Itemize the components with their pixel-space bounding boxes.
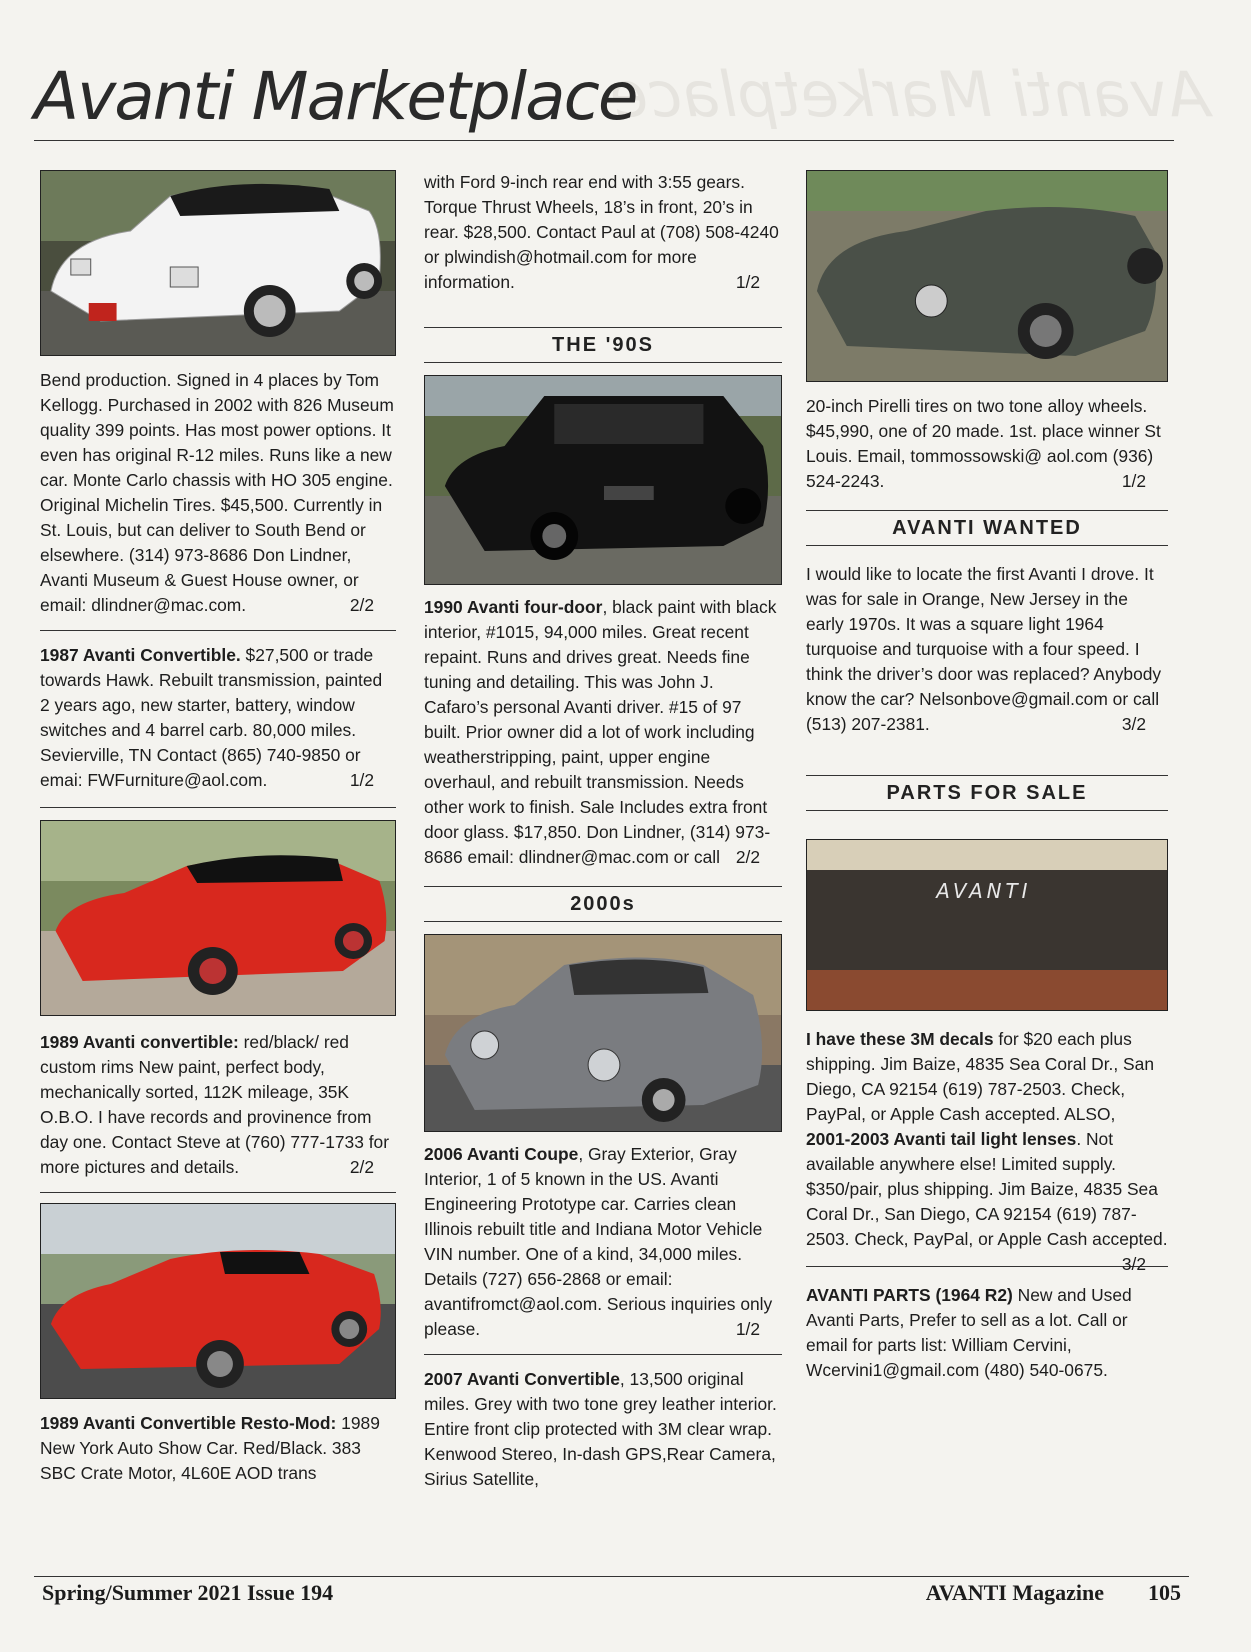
ad-divider — [806, 1266, 1168, 1267]
column-1 — [40, 170, 396, 1486]
ad-code: 2/2 — [735, 847, 760, 867]
ad-avanti-parts: AVANTI PARTS (1964 R2) New and Used Avanti Parts, Prefer to sell as a lot. Call or email for parts list: William Cervini, Wcervini1@gmail.com (480) 540-0675. — [806, 1285, 1132, 1380]
photo-black-four-door — [424, 375, 782, 585]
footer-issue: Spring/Summer 2021 Issue 194 — [42, 1580, 334, 1605]
photo-white-avanti-convertible — [40, 170, 396, 356]
title-divider — [34, 140, 1174, 141]
section-heading-parts: PARTS FOR SALE — [806, 775, 1168, 811]
ad-code: 2/2 — [349, 1157, 374, 1177]
column-3 — [806, 170, 1168, 1383]
bleed-through-title: Avanti Marketplace — [610, 58, 1210, 131]
ad-code: 1/2 — [735, 272, 760, 292]
footer-magazine: AVANTI Magazine — [925, 1580, 1104, 1605]
ad-heading: I have these 3M decals — [806, 1029, 994, 1049]
ad-2006-coupe: 2006 Avanti Coupe, Gray Exterior, Gray Interior, 1 of 5 known in the US. Avanti Engineering Prototype car. Carries clean Illinois rebuilt title and Indiana Motor Vehicle VIN number. One of a kind, 34,000 miles. Details (727) 656-2868 or email: avantifromct@aol.com. Serious inquiries only please. 1/2 — [424, 1142, 782, 1342]
ad-code: 3/2 — [1121, 714, 1146, 734]
photo-avanti-decal — [806, 839, 1168, 1011]
footer-page-number: 105 — [1148, 1580, 1181, 1605]
photo-red-resto-mod — [40, 1203, 396, 1399]
section-heading-2000s: 2000s — [424, 886, 782, 922]
photo-green-convertible — [806, 170, 1168, 382]
column-2 — [424, 170, 782, 1492]
ad-1989-resto-mod: 1989 Avanti Convertible Resto-Mod: 1989 New York Auto Show Car. Red/Black. 383 SBC Crate Motor, 4L60E AOD trans — [40, 1413, 380, 1483]
ad-code: 1/2 — [735, 1319, 760, 1339]
ad-heading: 1990 Avanti four-door — [424, 597, 603, 617]
ad-heading: 2006 Avanti Coupe — [424, 1144, 579, 1164]
section-heading-90s: THE '90S — [424, 327, 782, 363]
footer-divider — [34, 1576, 1189, 1577]
ad-code: 1/2 — [349, 770, 374, 790]
ad-1990-four-door: 1990 Avanti four-door, black paint with black interior, #1015, 94,000 miles. Great recent repaint. Runs and drives great. Needs fine tuning and detailing. This was John J. Cafaro’s personal Avanti driver. #15 of 97 built. Prior owner did a lot of work including weatherstripping, paint, upper engine overhaul, and rebuilt transmission. Needs other work to finish. Sale Includes extra front door glass. $17,850. Don Lindner, (314) 973-8686 email: dlindner@mac.com or call 2/2 — [424, 595, 782, 870]
section-heading-wanted: AVANTI WANTED — [806, 510, 1168, 546]
ad-divider — [40, 630, 396, 631]
ad-divider — [424, 1354, 782, 1355]
ad-wanted-first-avanti: I would like to locate the first Avanti I drove. It was for sale in Orange, New Jersey in the early 1970s. It was a square light 1964 turquoise and turquoise with a four speed. I think the driver’s door was replaced? Anybody know the car? Nelsonbove@gmail.com or call (513) 207-2381. 3/2 — [806, 562, 1168, 737]
ad-heading: 1989 Avanti convertible: — [40, 1032, 239, 1052]
ad-museum-avanti: Bend production. Signed in 4 places by Tom Kellogg. Purchased in 2002 with 826 Museum quality 399 points. Has most power options. It even has original R-12 miles. Runs like a new car. Monte Carlo chassis with HO 305 engine. Original Michelin Tires. $45,500. Currently in St. Louis, but can deliver to South Bend or elsewhere. (314) 973-8686 Don Lindner, Avanti Museum & Guest House owner, or email: dlindner@mac.com. 2/2 — [40, 368, 396, 618]
page-title: Avanti Marketplace — [34, 58, 637, 135]
ad-pirelli-convertible: 20-inch Pirelli tires on two tone alloy wheels. $45,990, one of 20 made. 1st. place winner St Louis. Email, tommossowski@ aol.com (936) 524-2243. 1/2 — [806, 394, 1168, 494]
photo-gray-coupe — [424, 934, 782, 1132]
photo-red-avanti-convertible — [40, 820, 396, 1016]
ad-2007-convertible: 2007 Avanti Convertible, 13,500 original miles. Grey with two tone grey leather interior. Entire front clip protected with 3M clear wrap. Kenwood Stereo, In-dash GPS,Rear Camera, Sirius Satellite, — [424, 1369, 777, 1489]
ad-code: 2/2 — [349, 595, 374, 615]
ad-heading: 1987 Avanti Convertible. — [40, 645, 241, 665]
ad-divider — [40, 1192, 396, 1193]
ad-code: 3/2 — [1121, 1254, 1146, 1274]
ad-1989-convertible: 1989 Avanti convertible: red/black/ red custom rims New paint, perfect body, mechanically sorted, 112K mileage, 35K O.B.O. I have records and provinence from day one. Contact Steve at (760) 777-1733 for more pictures and details. 2/2 — [40, 1030, 396, 1180]
ad-continued-convertible: with Ford 9-inch rear end with 3:55 gears. Torque Thrust Wheels, 18’s in front, 20’s in rear. $28,500. Contact Paul at (708) 508-4240 or plwindish@hotmail.com for more information. 1/2 — [424, 170, 782, 295]
ad-1987-convertible: 1987 Avanti Convertible. $27,500 or trade towards Hawk. Rebuilt transmission, painted 2 years ago, new starter, battery, window switches and 4 barrel carb. 80,000 miles. Sevierville, TN Contact (865) 740-9850 or emai: FWFurniture@aol.com. 1/2 — [40, 643, 396, 793]
ad-divider — [40, 807, 396, 808]
decal-lettering: AVANTI — [936, 878, 1032, 904]
ad-3m-decals: I have these 3M decals for $20 each plus shipping. Jim Baize, 4835 Sea Coral Dr., San Diego, CA 92154 (619) 787-2503. Check, PayPal, or Apple Cash accepted. ALSO, 2001-2003 Avanti tail light lenses. Not available anywhere else! Limited supply. $350/pair, plus shipping. Jim Baize, 4835 Sea Coral Dr., San Diego, CA 92154 (619) 787-2503. Check, PayPal, or Apple Cash accepted. 3/2 — [806, 1027, 1168, 1252]
footer-right — [926, 1580, 1181, 1606]
ad-heading: 1989 Avanti Convertible Resto-Mod: — [40, 1413, 337, 1433]
ad-heading: 2001-2003 Avanti tail light lenses — [806, 1129, 1077, 1149]
ad-heading: 2007 Avanti Convertible — [424, 1369, 620, 1389]
ad-heading: AVANTI PARTS (1964 R2) — [806, 1285, 1013, 1305]
ad-code: 1/2 — [1121, 471, 1146, 491]
